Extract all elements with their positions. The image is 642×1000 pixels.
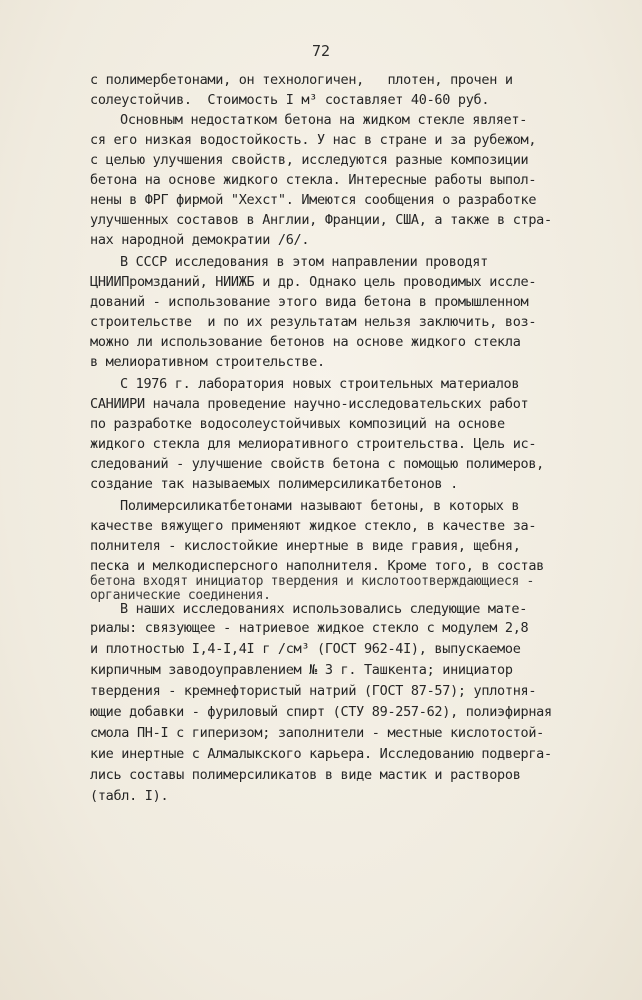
text-line: улучшенных составов в Англии, Франции, США, а также в стра- — [90, 212, 552, 228]
text-line: органические соединения. — [90, 588, 271, 603]
text-line: Полимерсиликатбетонами называют бетоны, в которых в — [120, 498, 520, 514]
text-line: создание так называемых полимерсиликатбетонов . — [90, 476, 458, 492]
text-line: следований - улучшение свойств бетона с помощью полимеров, — [90, 456, 545, 472]
text-line: В СССР исследования в этом направлении проводят — [120, 254, 488, 270]
text-line: по разработке водосолеустойчивых композиций на основе — [90, 416, 505, 432]
text-line: качестве вяжущего применяют жидкое стекло, в качестве за- — [90, 518, 537, 534]
text-line: кирпичным заводоуправлением № 3 г. Ташкента; инициатор — [90, 662, 513, 678]
text-line: лись составы полимерсиликатов в виде мастик и растворов — [90, 767, 521, 783]
text-line: В наших исследованиях использовались следующие мате- — [120, 601, 528, 617]
text-line: жидкого стекла для мелиоративного строительства. Цель ис- — [90, 436, 537, 452]
text-line: полнителя - кислостойкие инертные в виде гравия, щебня, — [90, 538, 521, 554]
text-line: С 1976 г. лаборатория новых строительных материалов — [120, 376, 520, 392]
text-line: нах народной демократии /6/. — [90, 232, 310, 248]
text-line: солеустойчив. Стоимость I м³ составляет 40-60 руб. — [90, 92, 490, 108]
text-line: в мелиоративном строительстве. — [90, 354, 325, 370]
text-line: (табл. I). — [90, 788, 169, 804]
text-line: ЦНИИПромзданий, НИИЖБ и др. Однако цель проводимых иссле- — [90, 274, 537, 290]
text-line: твердения - кремнефтористый натрий (ГОСТ 87-57); уплотня- — [90, 683, 537, 699]
text-line: кие инертные с Алмалыкского карьера. Исследованию подверга- — [90, 746, 552, 762]
text-line: ся его низкая водостойкость. У нас в стране и за рубежом, — [90, 132, 537, 148]
text-line: САНИИРИ начала проведение научно-исследовательских работ — [90, 396, 529, 412]
text-line: Основным недостатком бетона на жидком стекле являет- — [120, 112, 528, 128]
text-line: дований - использование этого вида бетона в промышленном — [90, 294, 529, 310]
text-line: ющие добавки - фуриловый спирт (СТУ 89-257-62), полиэфирная — [90, 704, 552, 720]
text-line: бетона на основе жидкого стекла. Интересные работы выпол- — [90, 172, 537, 188]
text-line: с полимербетонами, он технологичен, плотен, прочен и — [90, 72, 513, 88]
text-line: смола ПН-I с гиперизом; заполнители - местные кислотостой- — [90, 725, 545, 741]
text-line: строительстве и по их результатам нельзя заключить, воз- — [90, 314, 537, 330]
text-line: нены в ФРГ фирмой "Хехст". Имеются сообщения о разработке — [90, 192, 537, 208]
text-line: песка и мелкодисперсного наполнителя. Кроме того, в состав — [90, 558, 545, 574]
text-line: с целью улучшения свойств, исследуются разные композиции — [90, 152, 529, 168]
text-line: и плотностью I,4-I,4I г /см³ (ГОСТ 962-4I), выпускаемое — [90, 641, 521, 657]
text-line: можно ли использование бетонов на основе жидкого стекла — [90, 334, 521, 350]
text-line: риалы: связующее - натриевое жидкое стекло с модулем 2,8 — [90, 620, 529, 636]
page-number: 72 — [311, 42, 331, 60]
text-line: бетона входят инициатор твердения и кислотоотверждающиеся - — [90, 574, 535, 589]
